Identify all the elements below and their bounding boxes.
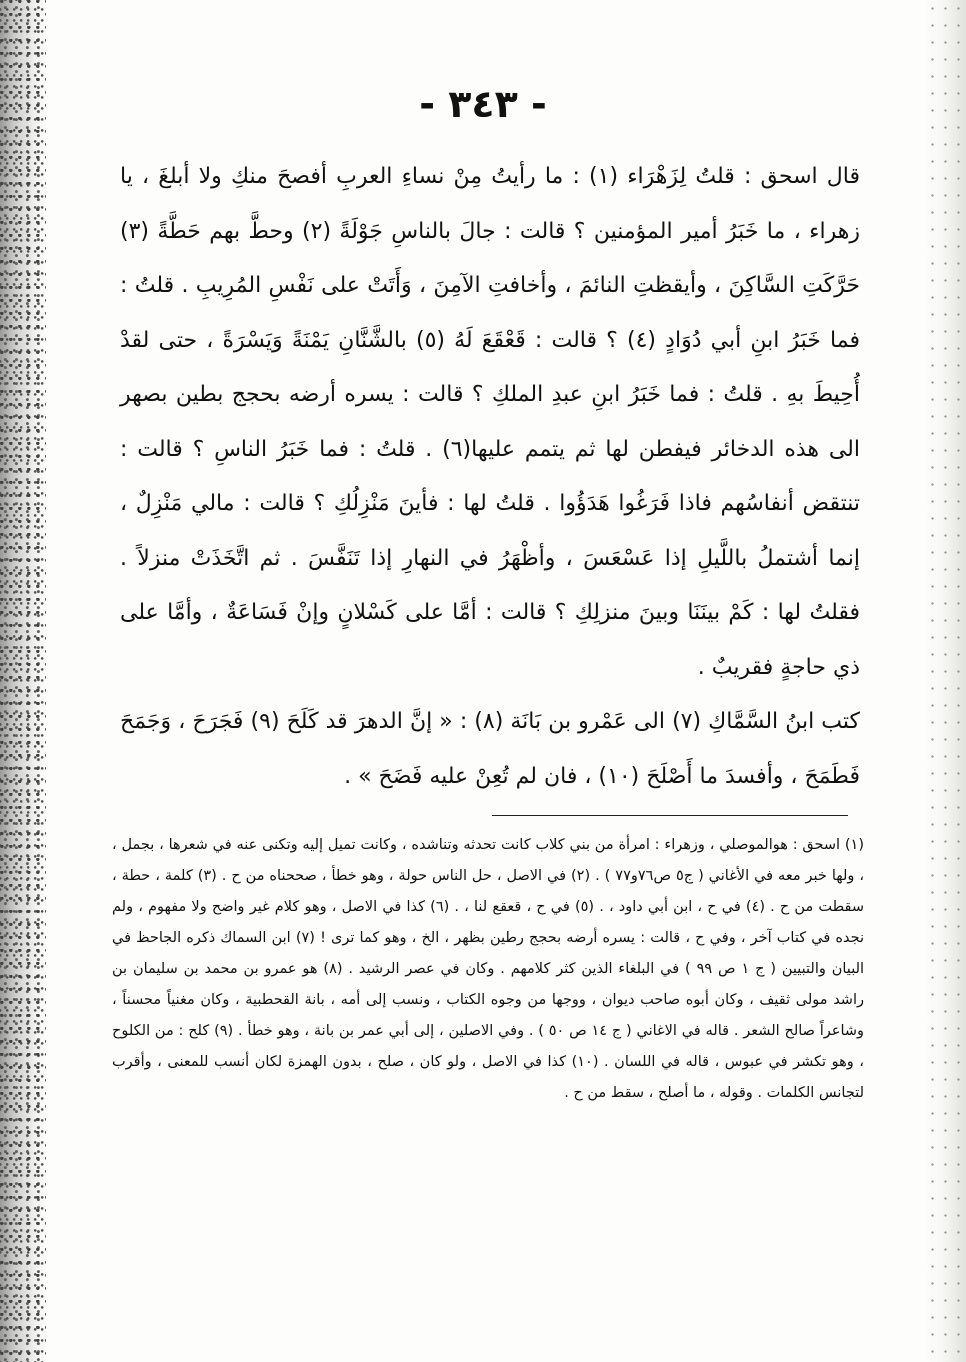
footnotes <box>112 830 864 1109</box>
footnote-divider <box>492 815 848 816</box>
footnotes-text: (١) اسحق : هوالموصلي ، وزهراء : امرأة من بني كلاب كانت تحدثه وتناشده ، وكانت تميل إليه وتكنى عنه في شعرها ، بجمل ، ، ولها خبر معه في الأغاني ( ج٥ ص٧٦و٧٧ ) . (٢) في الاصل ، حل الناس حولة ، وهو خطأ ، صححناه من ح . (٣) كلمة ، حطة ، سقطت من ح . (٤) في ح ، ابن أبي داود ، . (٥) في ح ، قعقع لنا ، . (٦) كذا في الاصل ، وهو كلام غير واضح ولا مفهوم ، ولم نجده في كتاب آخر ، وفي ح ، قالت : يسره أرضه بحجج رطين بظهر ، الخ ، وهو كما ترى ! (٧) ابن السماك ذكره الجاحظ في البيان والتبيين ( ج ١ ص ٩٩ ) في البلغاء الذين كثر كلامهم . وكان في عصر الرشيد . (٨) هو عمرو بن محمد بن سليمان بن راشد مولى ثقيف ، وكان أبوه صاحب ديوان ، ووجها من وجوه الكتاب ، ونسب إلى أمه ، بانة القحطبية ، وكان مغنياً محسناً ، وشاعراً صالح الشعر . قاله في الاغاني ( ج ١٤ ص ٥٠ ) . وفي الاصلين ، إلى أبي عمر بن بانة ، وهو خطأ . (٩) كلح : من الكلوح ، وهو تكشر في عبوس ، قاله في اللسان . (١٠) كذا في الاصل ، ولو كان ، صلح ، بدون الهمزة لكان أنسب للمعنى ، وأقرب لتجانس الكلمات . وقوله ، ما أصلح ، سقط من ح . <box>112 837 865 1101</box>
scan-edge-left <box>0 0 46 1362</box>
page-number: - ٣٤٣ - <box>419 82 547 126</box>
scan-edge-right <box>926 0 966 1362</box>
paragraph: كتب ابنُ السَّمَّاكِ (٧) الى عَمْرو بن بَانَة (٨) : « إنَّ الدهرَ قد كَلَحَ (٩) فَجَرَحَ ، وَجَمَحَ فَطَمَحَ ، وأفسدَ ما أَصْلَحَ (١٠) ، فان لم تُعِنْ عليه فَضَحَ » . <box>120 709 860 789</box>
paragraph: قال اسحق : قلتُ لِزَهْرَاء (١) : ما رأيتُ مِنْ نساءِ العربِ أفصحَ منكِ ولا أبلغَ ، يا زهراء ، ما خَبَرُ أمير المؤمنين ؟ قالت : جالَ بالناسِ جَوْلَةً (٢) وحطَّ بهم حَطَّةً (٣) حَرَّكَتِ السَّاكِنَ ، وأيقظتِ النائمَ ، وأخافتِ الآمِنَ ، وَأَتَتْ على نَفْسِ المُرِيبِ . قلتُ : فما خَبَرُ ابنِ أبي دُوَادٍ (٤) ؟ قالت : قَعْقَعَ لَهُ (٥) بالشَّنَّانِ يَمْنَةً وَيَسْرَةً ، حتى لقدْ أُحِيطَ بهِ . قلتُ : فما خَبَرُ ابنِ عبدِ الملكِ ؟ قالت : يسره أرضه بحجج بطين بصهر الى هذه الدخائر فيفطن لها ثم يتمم عليها(٦) . قلتُ : فما خَبَرُ الناسِ ؟ قالت : تنتقض أنفاسُهم فاذا فَرَغُوا هَدَؤُوا . قلتُ لها : فأينَ مَنْزِلُكِ ؟ قالت : مالي مَنْزِلٌ ، إنما أشتملُ باللَّيلِ إذا عَسْعَسَ ، وأظْهَرُ في النهارِ إذا تَنَفَّسَ . ثم اتَّخَذَتْ منزلاً . فقلتُ لها : كَمْ بينَنَا وبينَ منزلِكِ ؟ قالت : أمَّا على كَسْلانٍ وإنْ فَسَاعَةٌ ، وأمَّا على ذي حاجةٍ فقريبٌ . <box>120 164 861 680</box>
body-text <box>120 150 860 804</box>
